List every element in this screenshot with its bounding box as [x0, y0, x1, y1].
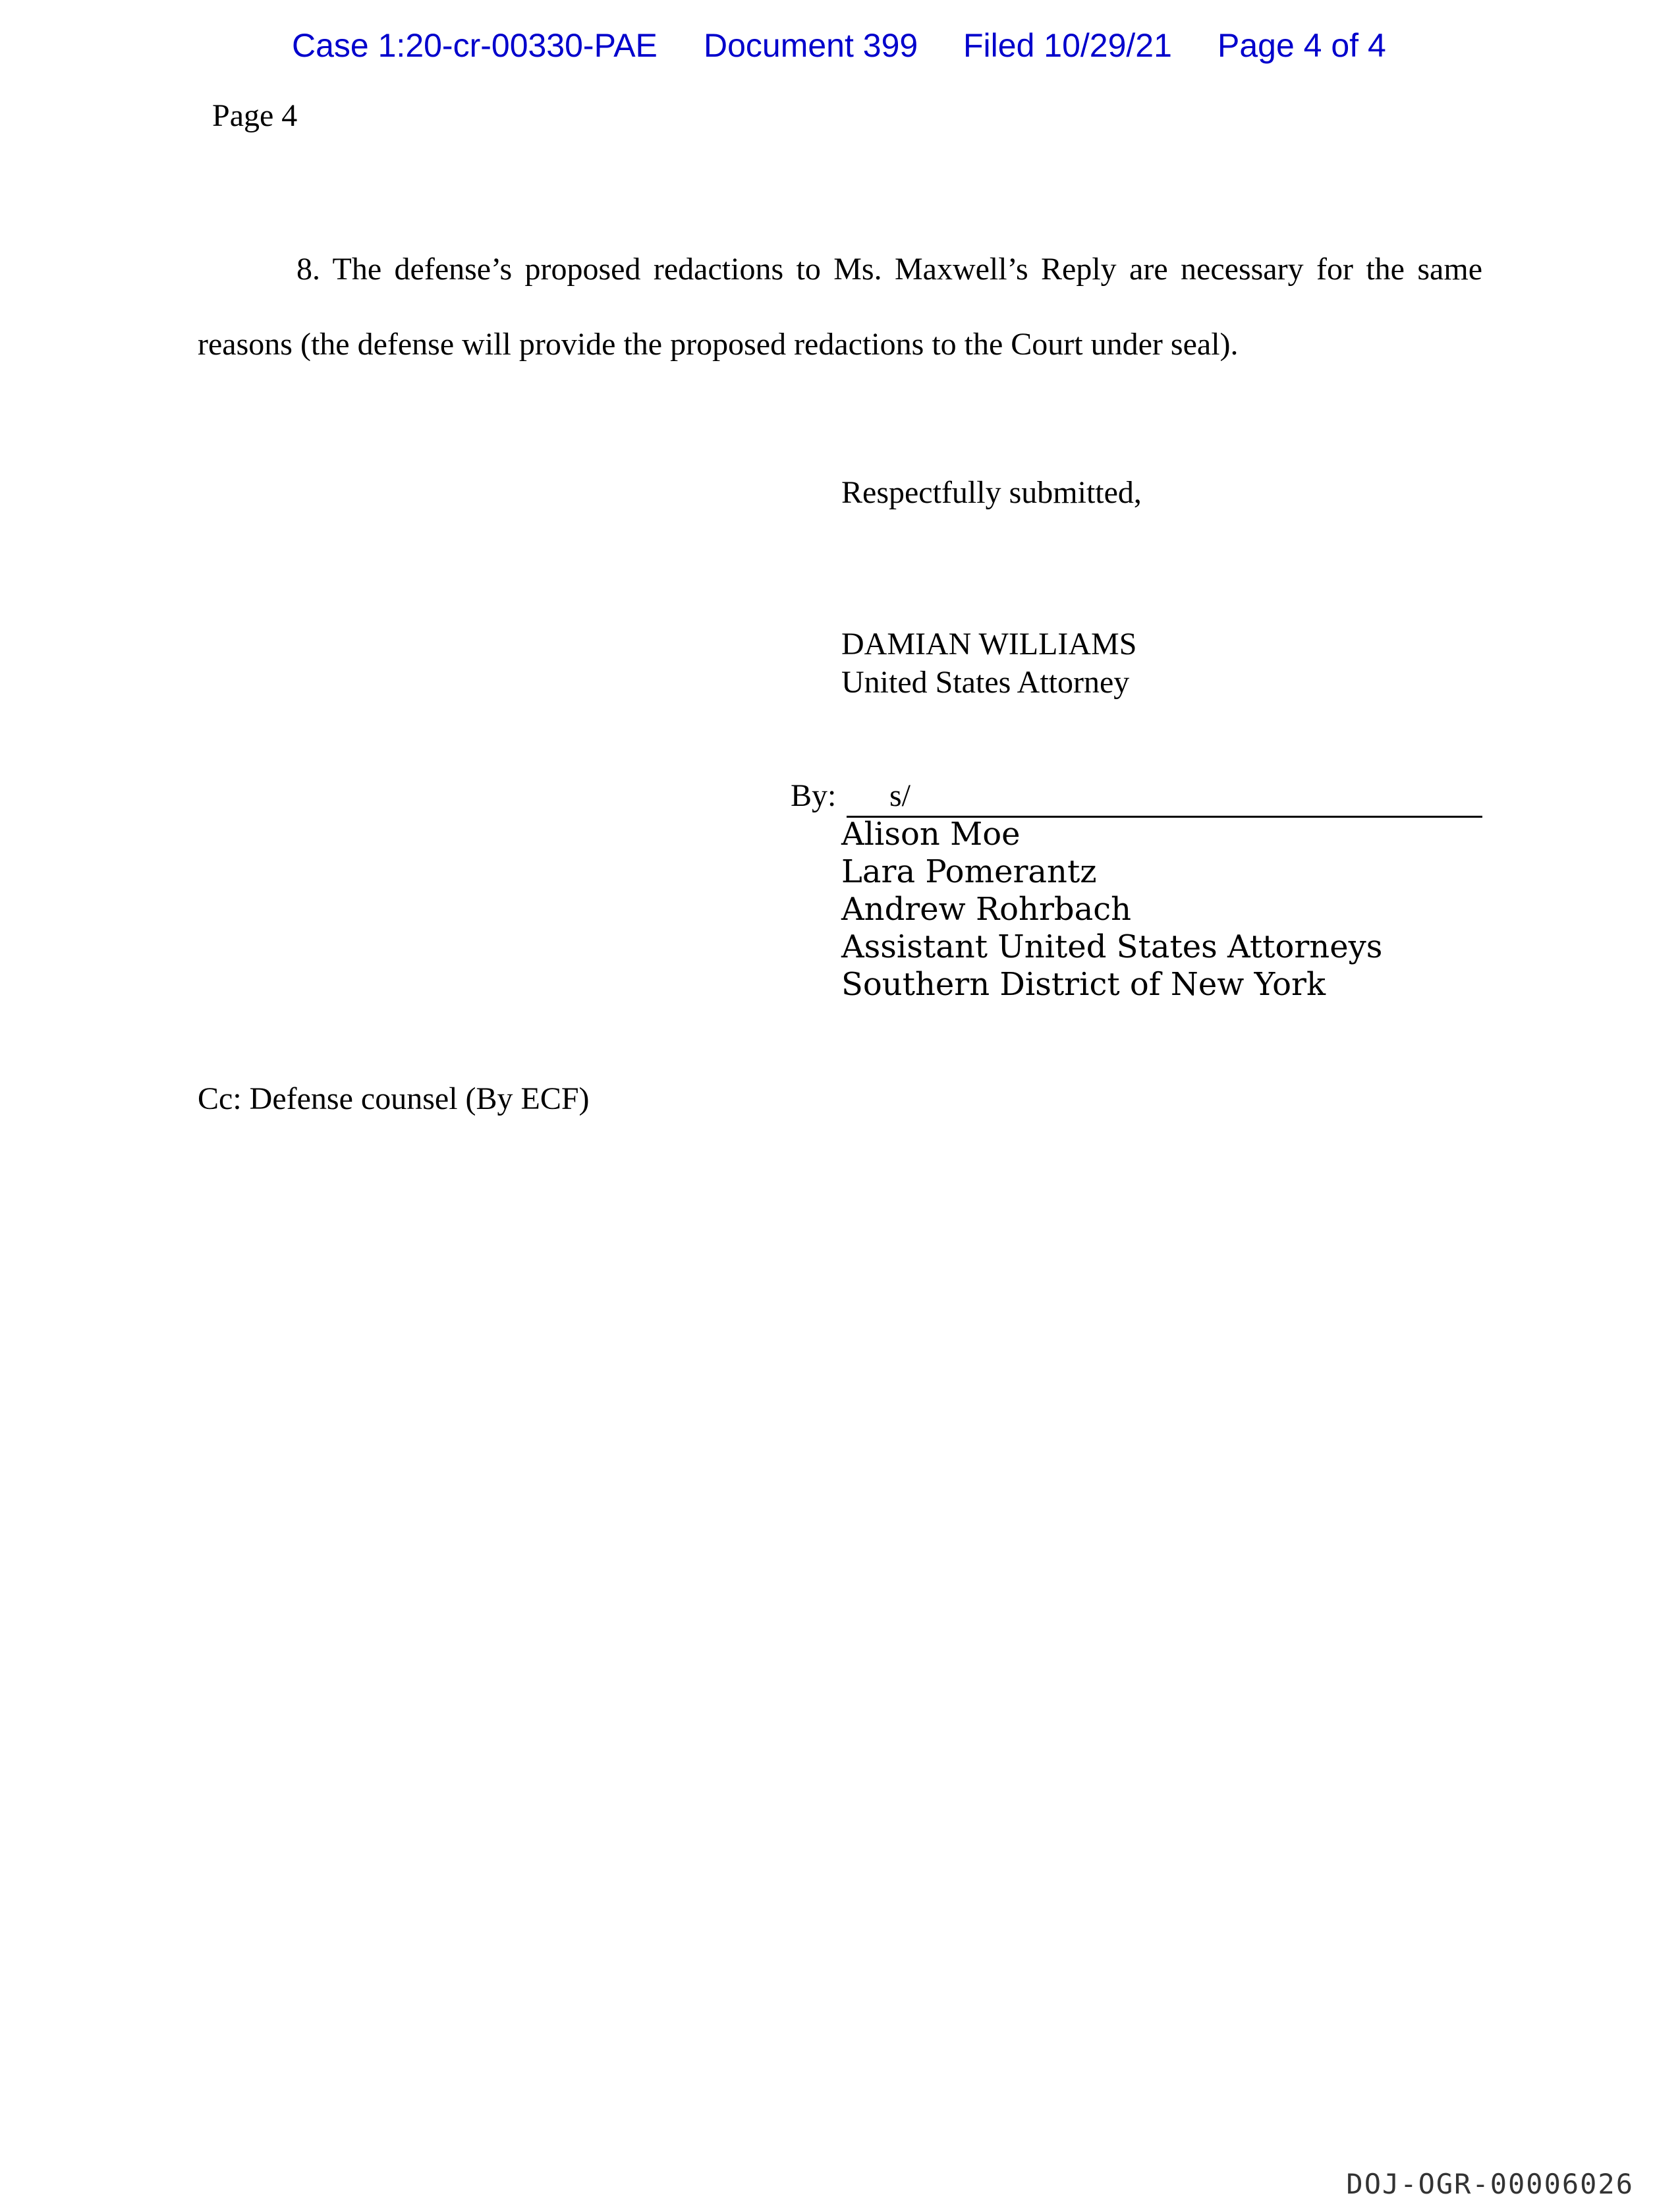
filed-date: Filed 10/29/21 — [963, 27, 1172, 64]
page-count: Page 4 of 4 — [1218, 27, 1386, 64]
by-label: By: — [791, 778, 837, 813]
closing: Respectfully submitted, — [841, 475, 1142, 510]
signature-mark: s/ — [889, 778, 911, 813]
attorney-name: Andrew Rohrbach — [841, 891, 1132, 928]
page-label: Page 4 — [212, 98, 298, 133]
case-number: Case 1:20-cr-00330-PAE — [292, 27, 658, 64]
us-attorney-title: United States Attorney — [841, 665, 1130, 700]
attorney-name: Lara Pomerantz — [841, 853, 1097, 890]
us-attorney-name: DAMIAN WILLIAMS — [841, 627, 1137, 662]
bates-number: DOJ-OGR-00006026 — [1346, 2168, 1634, 2200]
attorneys-title: Assistant United States Attorneys — [841, 928, 1383, 965]
ecf-header — [0, 26, 1680, 72]
signature-line — [791, 778, 911, 814]
paragraph-8: 8. The defense’s proposed redactions to Ms. Maxwell’s Reply are necessary for the same reasons (the defense will provide the proposed redactions to the Court under seal). — [198, 252, 1482, 362]
document-number: Document 399 — [704, 27, 918, 64]
district: Southern District of New York — [841, 966, 1326, 1003]
attorney-list — [841, 816, 1382, 1004]
attorney-name: Alison Moe — [841, 816, 1021, 853]
cc-line: Cc: Defense counsel (By ECF) — [198, 1081, 590, 1116]
